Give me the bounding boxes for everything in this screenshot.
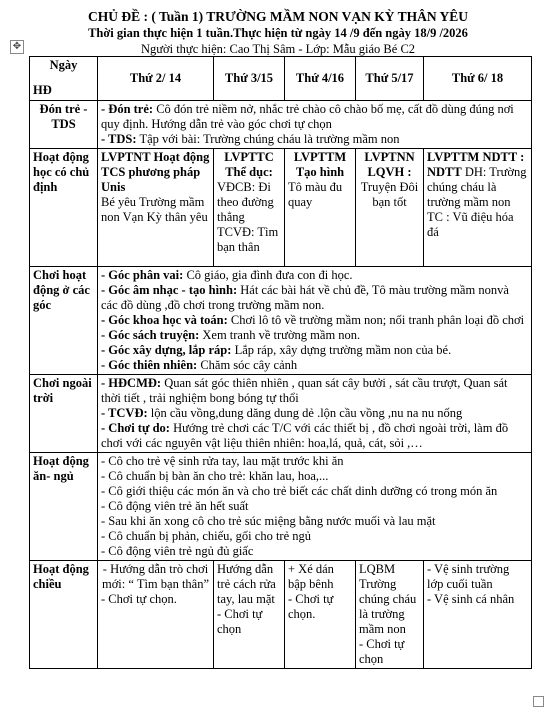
- list-item: - Cô chuẩn bị bàn ăn cho trẻ: khăn lau, hoa,...: [101, 469, 329, 483]
- row-label-hoat-dong-hoc: Hoạt động học có chủ định: [30, 149, 98, 267]
- chieu-thu: LQBM Trường chúng cháu là trường mầm non - Chơi tự chọn: [356, 561, 424, 669]
- list-item: - Cô giới thiệu các món ăn và cho trẻ biết các chất dinh dưỡng có trong món ăn: [101, 484, 498, 498]
- list-item: - Góc xây dựng, lắp ráp: Lắp ráp, xây dựng trường mầm non của bé.: [101, 343, 452, 357]
- day-header-mon: Thứ 2/ 14: [98, 57, 214, 101]
- list-item: - Cô động viên trẻ ăn hết suất: [101, 499, 249, 513]
- schedule-table: [29, 56, 532, 669]
- list-item: - TCVĐ: lộn cầu vồng,dung dăng dung dẻ .lộn cầu vồng ,nu na nu nống: [101, 406, 463, 420]
- list-item: - Góc khoa học và toán: Chơi lô tô về trường mầm non; nối tranh phân loại đồ chơi: [101, 313, 525, 327]
- move-handle-icon[interactable]: ✥: [10, 40, 24, 54]
- corner-cell: [30, 57, 98, 101]
- author-line: Người thực hiện: Cao Thị Sâm - Lớp: Mẫu giáo Bé C2: [140, 42, 416, 56]
- page-title: CHỦ ĐỀ : ( Tuần 1) TRƯỜNG MẦM NON VẠN KỲ THÂN YÊU: [87, 9, 469, 24]
- list-item: - Góc sách truyện: Xem tranh về trường mầm non.: [101, 328, 361, 342]
- row-an-ngu: [30, 453, 532, 561]
- day-header-tue: Thứ 3/15: [214, 57, 285, 101]
- don-tre-content: - Đón trẻ: Cô đón trẻ niềm nở, nhắc trẻ chào cô chào bố mẹ, cất đồ dùng đúng nơi quy định. Hướng dẫn trẻ vào góc chơi tự chọn - TDS: Tập với bài: Trường chúng cháu là trường mầm non: [98, 101, 532, 149]
- hoc-thu: LVPTNN LQVH : Truyện Đôi bạn tốt: [356, 149, 424, 267]
- row-chieu: [30, 561, 532, 669]
- day-header-wed: Thứ 4/16: [285, 57, 356, 101]
- day-header-thu: Thứ 5/17: [356, 57, 424, 101]
- list-item: - HĐCMĐ: Quan sát góc thiên nhiên , quan sát cây bưởi , sát cầu trượt, Quan sát thời tiết , trải nghiệm bong bóng tự thổi: [101, 376, 508, 405]
- hoc-wed: LVPTTM Tạo hình Tô màu đu quay: [285, 149, 356, 267]
- an-ngu-content: [98, 453, 532, 561]
- list-item: - Cô động viên trẻ ngủ đủ giấc: [101, 544, 254, 558]
- hoc-mon: LVPTNT Hoạt động TCS phương pháp Unis Bé yêu Trường mầm non Vạn Kỳ thân yêu: [98, 149, 214, 267]
- row-hoat-dong-hoc: [30, 149, 532, 267]
- header-row: [30, 57, 532, 101]
- row-label-an-ngu: Hoạt động ăn- ngủ: [30, 453, 98, 561]
- row-ngoai-troi: [30, 375, 532, 453]
- chieu-fri: - Vệ sinh trường lớp cuối tuần - Vệ sinh cá nhân: [424, 561, 532, 669]
- corner-hd: HĐ: [33, 83, 52, 97]
- hoc-fri: LVPTTM NDTT : NDTT DH: Trường chúng cháu là trường mầm non TC : Vũ điệu hóa đá: [424, 149, 532, 267]
- row-label-choi-hoat-dong: Chơi hoạt động ở các góc: [30, 267, 98, 375]
- ngoai-troi-content: [98, 375, 532, 453]
- hoc-tue: LVPTTC Thể dục: VĐCB: Đi theo đường thẳng TCVĐ: Tìm bạn thân: [214, 149, 285, 267]
- row-don-tre: [30, 101, 532, 149]
- corner-ngay: Ngày: [49, 58, 78, 72]
- chieu-mon: - Hướng dẫn trò chơi mới: “ Tìm bạn thân” - Chơi tự chọn.: [98, 561, 214, 669]
- choi-hoat-dong-content: [98, 267, 532, 375]
- list-item: - Sau khi ăn xong cô cho trẻ súc miệng bằng nước muối và lau mặt: [101, 514, 436, 528]
- list-item: - Chơi tự do: Hướng trẻ chơi các T/C với các thiết bị , đồ chơi ngoài trời, làm đồ chơi với các nguyên vật liệu thiên nhiên: hoa,lá, quả, cát, sỏi ,…: [101, 421, 509, 450]
- chieu-tue: Hướng dẫn trẻ cách rửa tay, lau mặt - Chơi tự chọn: [214, 561, 285, 669]
- row-label-don-tre: Đón trẻ - TDS: [30, 101, 98, 149]
- list-item: - Góc thiên nhiên: Chăm sóc cây cảnh: [101, 358, 298, 372]
- page-subtitle: Thời gian thực hiện 1 tuần.Thực hiện từ ngày 14 /9 đến ngày 18/9 /2026: [88, 26, 468, 40]
- list-item: - Góc âm nhạc - tạo hình: Hát các bài hát về chủ đề, Tô màu trường mầm nonvà các đồ dùng ,đồ chơi trong trường mầm non.: [101, 283, 509, 312]
- chieu-wed: + Xé dán bập bênh - Chơi tự chọn.: [285, 561, 356, 669]
- list-item: - Cô chuẩn bị phản, chiếu, gối cho trẻ ngủ: [101, 529, 312, 543]
- row-label-ngoai-troi: Chơi ngoài trời: [30, 375, 98, 453]
- list-item: - Góc phân vai: Cô giáo, gia đình đưa con đi học.: [101, 268, 353, 282]
- list-item: - Cô cho trẻ vệ sinh rửa tay, lau mặt trước khi ăn: [101, 454, 344, 468]
- row-label-chieu: Hoạt động chiều: [30, 561, 98, 669]
- page-corner-marker: [533, 696, 544, 707]
- day-header-fri: Thứ 6/ 18: [424, 57, 532, 101]
- row-choi-hoat-dong: [30, 267, 532, 375]
